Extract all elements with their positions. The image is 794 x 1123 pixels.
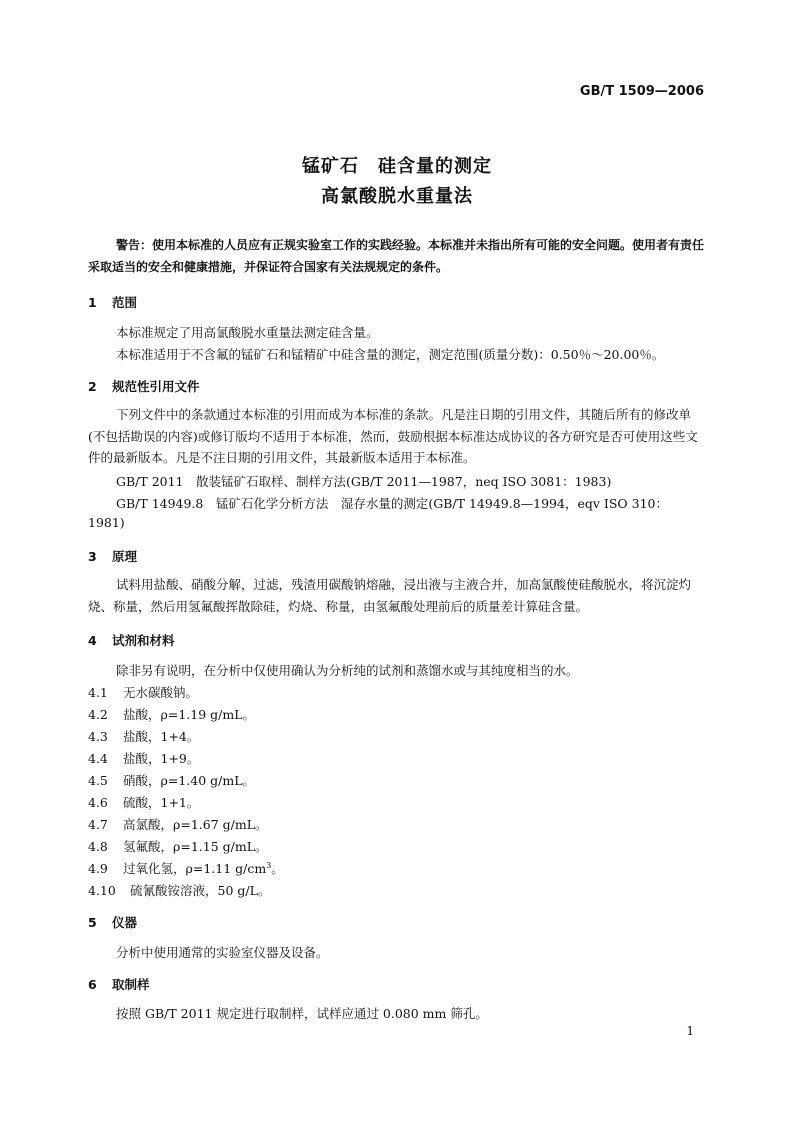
paragraph: 本标准规定了用高氯酸脱水重量法测定硅含量。: [116, 325, 379, 340]
reference-item-continued: 1981): [88, 515, 125, 530]
section-title: 规范性引用文件: [112, 379, 200, 394]
section-2-heading: [88, 377, 200, 395]
superscript: 3: [266, 860, 272, 870]
item-text: 硫氰酸铵溶液，50 g/L。: [130, 883, 271, 898]
section-title: 仪器: [112, 915, 138, 930]
section-title: 取制样: [112, 977, 150, 992]
warning-notice: 警告：使用本标准的人员应有正规实验室工作的实践经验。本标准并未指出所有可能的安全问题。使用者有责任采取适当的安全和健康措施，并保证符合国家有关法规规定的条件。: [88, 238, 705, 274]
item-number: 4.8: [88, 839, 108, 854]
item-text: 盐酸，ρ=1.19 g/mL。: [123, 707, 255, 722]
section-title: 范围: [112, 295, 138, 310]
section-5-heading: [88, 913, 137, 931]
paragraph: 试料用盐酸、硝酸分解，过滤，残渣用碳酸钠熔融，浸出液与主液合并，加高氯酸使硅酸脱水，将沉淀灼烧、称量，然后用氢氟酸挥散除硅，灼烧、称量，由氢氟酸处理前后的质量差计算硅含量。: [88, 577, 692, 614]
section-number: 6: [88, 977, 97, 992]
section-number: 3: [88, 549, 97, 564]
section-number: 4: [88, 633, 97, 648]
paragraph: 本标准适用于不含氟的锰矿石和锰精矿中硅含量的测定，测定范围(质量分数)：0.50％～20.00％。: [116, 347, 665, 362]
reagent-item: [88, 705, 255, 723]
item-text: 无水碳酸钠。: [123, 685, 199, 700]
section-number: 5: [88, 915, 97, 930]
paragraph: 分析中使用通常的实验室仪器及设备。: [116, 945, 329, 960]
section-number: 1: [88, 295, 97, 310]
paragraph: 按照 GB/T 2011 规定进行取制样，试样应通过 0.080 mm 筛孔。: [116, 1006, 488, 1021]
item-text: 硝酸，ρ=1.40 g/mL。: [123, 773, 255, 788]
section-4-heading: [88, 631, 175, 649]
item-text: 过氧化氢，ρ=1.11 g/cm: [123, 861, 267, 876]
section-1-heading: [88, 293, 137, 311]
item-number: 4.9: [88, 861, 108, 876]
item-number: 4.5: [88, 773, 108, 788]
item-number: 4.4: [88, 751, 108, 766]
reagent-item: [88, 859, 284, 877]
item-number: 4.3: [88, 729, 108, 744]
reference-item: GB/T 14949.8 锰矿石化学分析方法 湿存水量的测定(GB/T 14949.8—1994，eqv ISO 310：: [116, 496, 668, 511]
item-text: 硫酸，1+1。: [123, 795, 200, 810]
reagent-item: [88, 771, 255, 789]
item-text: 盐酸，1+4。: [123, 729, 200, 744]
section-6-heading: [88, 975, 150, 993]
section-title: 试剂和材料: [112, 633, 175, 648]
document-title: 锰矿石 硅含量的测定: [302, 156, 492, 177]
item-number: 4.1: [88, 685, 108, 700]
reagent-item: [88, 837, 268, 855]
item-number: 4.6: [88, 795, 108, 810]
item-text: 氢氟酸，ρ=1.15 g/mL。: [123, 839, 268, 854]
section-3-heading: [88, 547, 137, 565]
reagent-item: [88, 683, 198, 701]
section-title: 原理: [112, 549, 138, 564]
reagent-item: [88, 793, 199, 811]
reagent-item: [88, 727, 199, 745]
page-number: 1: [686, 1024, 694, 1038]
item-text: 高氯酸，ρ=1.67 g/mL。: [123, 817, 268, 832]
paragraph: 下列文件中的条款通过本标准的引用而成为本标准的条款。凡是注日期的引用文件，其随后所有的修改单(不包括勘误的内容)或修订版均不适用于本标准，然而，鼓励根据本标准达成协议的各方研究是否可使用这些文件的最新版本。凡是不注日期的引用文件，其最新版本适用于本标准。: [88, 407, 698, 465]
item-text-tail: 。: [271, 861, 284, 876]
document-subtitle: 高氯酸脱水重量法: [321, 186, 473, 207]
reagent-item: [88, 881, 270, 899]
reference-item: GB/T 2011 散装锰矿石取样、制样方法(GB/T 2011—1987，neq ISO 3081：1983): [116, 474, 612, 489]
item-number: 4.7: [88, 817, 108, 832]
paragraph: 除非另有说明，在分析中仅使用确认为分析纯的试剂和蒸馏水或与其纯度相当的水。: [116, 663, 579, 678]
item-number: 4.2: [88, 707, 108, 722]
section-number: 2: [88, 379, 97, 394]
item-text: 盐酸，1+9。: [123, 751, 200, 766]
reagent-item: [88, 749, 199, 767]
reagent-item: [88, 815, 268, 833]
item-number: 4.10: [88, 883, 116, 898]
standard-number: GB/T 1509—2006: [579, 84, 704, 99]
